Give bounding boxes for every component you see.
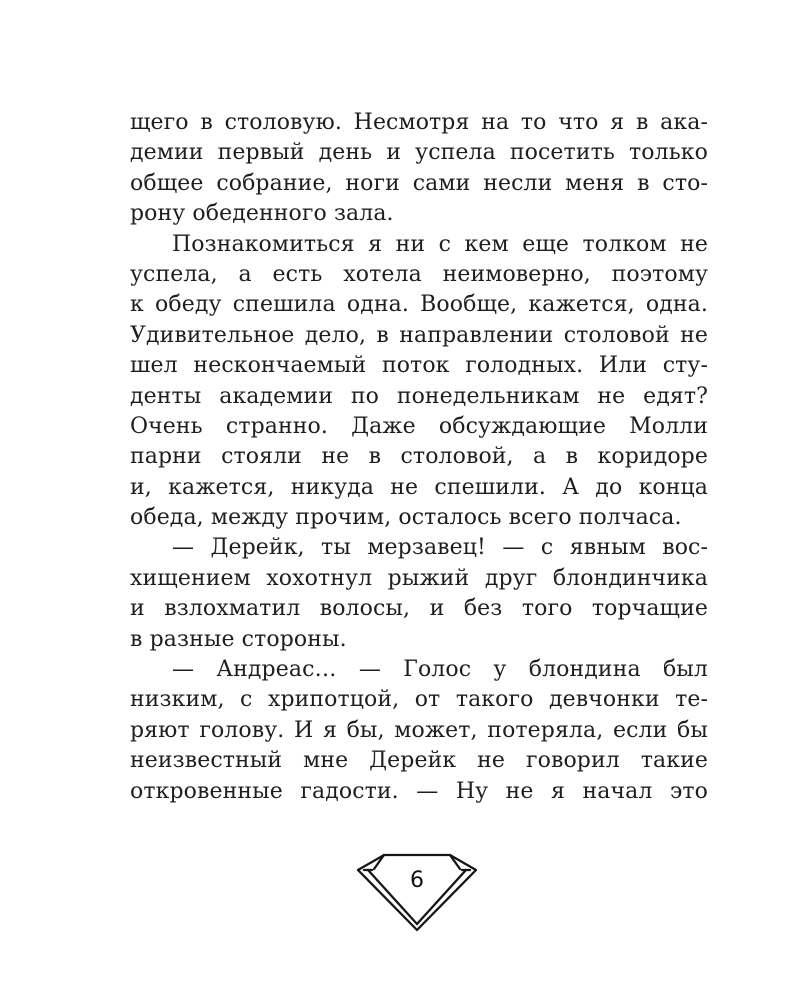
text-line: шел нескончаемый поток голодных. Или сту- xyxy=(130,353,708,379)
text-line: щего в столовую. Несмотря на то что я в ака- xyxy=(130,110,708,135)
text-line: обеда, между прочим, осталось всего полчаса. xyxy=(130,505,682,531)
text-line: откровенные гадости. — Ну не я начал это xyxy=(130,778,708,804)
text-line: денты академии по понедельникам не едят? xyxy=(130,383,708,409)
text-line: общее собрание, ноги сами несли меня в сто- xyxy=(130,170,708,196)
text-line: парни стояли не в столовой, а в коридоре xyxy=(130,444,708,470)
text-line: ряют голову. И я бы, может, потеряла, если бы xyxy=(130,717,708,743)
text-line: демии первый день и успела посетить только xyxy=(130,140,708,166)
page-number-ornament xyxy=(356,852,478,932)
text-line: хищением хохотнул рыжий друг блондинчика xyxy=(130,565,708,591)
body-text xyxy=(130,108,708,807)
text-line: низким, с хрипотцой, от такого девчонки те- xyxy=(130,687,708,713)
page-number: 6 xyxy=(410,868,424,893)
text-line: Познакомиться я ни с кем еще толком не xyxy=(172,231,708,257)
text-line: и взлохматил волосы, и без того торчащие xyxy=(130,596,708,622)
text-line: Очень странно. Даже обсуждающие Молли xyxy=(130,413,708,439)
text-line: и, кажется, никуда не спешили. А до конца xyxy=(130,474,708,500)
text-line: Удивительное дело, в направлении столовой не xyxy=(130,322,708,348)
text-line: — Дерейк, ты мерзавец! — с явным вос- xyxy=(172,535,708,561)
text-line: — Андреас… — Голос у блондина был xyxy=(172,657,708,683)
text-line: в разные стороны. xyxy=(130,626,347,652)
text-line: рону обеденного зала. xyxy=(130,201,394,227)
text-line: к обеду спешила одна. Вообще, кажется, одна. xyxy=(130,292,708,318)
text-line: успела, а есть хотела неимоверно, поэтому xyxy=(130,261,708,287)
text-line: неизвестный мне Дерейк не говорил такие xyxy=(130,748,708,774)
